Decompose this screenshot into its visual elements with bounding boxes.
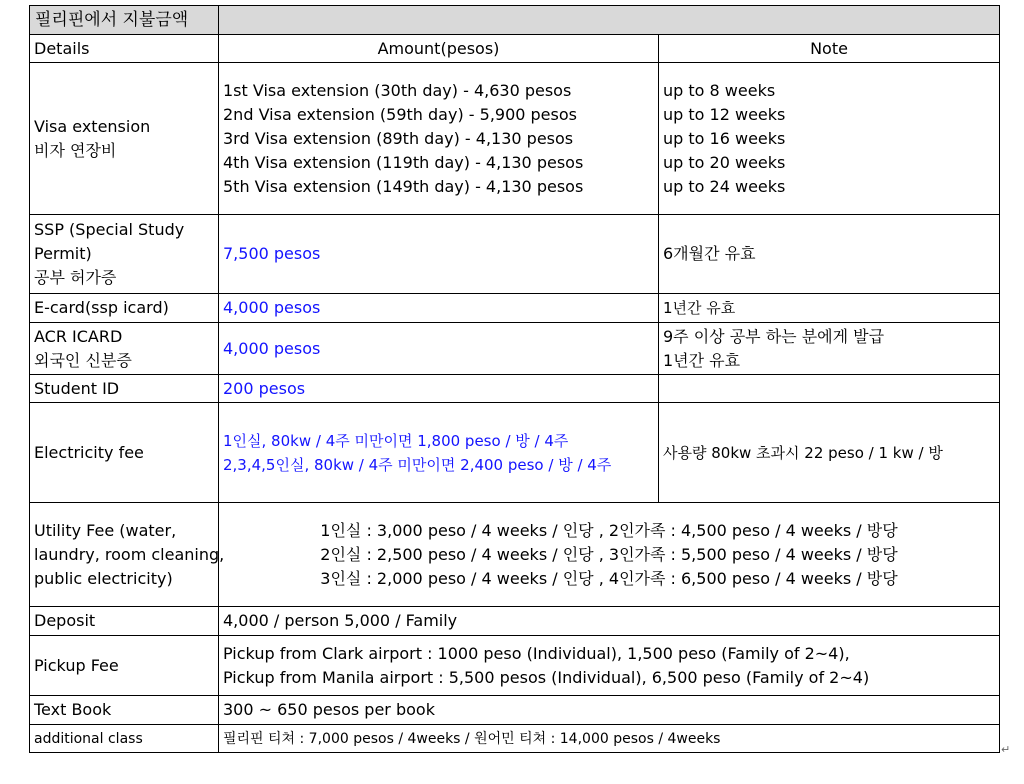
header-row <box>30 35 1000 63</box>
title-fill <box>219 6 1000 35</box>
student-label: Student ID <box>30 375 219 403</box>
utility-details <box>219 503 1000 607</box>
row-visa-extension <box>30 63 1000 215</box>
student-note <box>659 375 1000 403</box>
additional-value: 필리핀 티쳐 : 7,000 pesos / 4weeks / 원어민 티쳐 : 14,000 pesos / 4weeks <box>219 725 1000 753</box>
electricity-amounts <box>219 403 659 503</box>
row-acr <box>30 323 1000 375</box>
acr-note-1: 9주 이상 공부 하는 분에게 발급 <box>663 326 885 346</box>
row-additional-class <box>30 725 1000 753</box>
visa-amount-1: 1st Visa extension (30th day) - 4,630 pesos <box>223 80 572 100</box>
ssp-label-2: Permit) <box>34 244 92 263</box>
acr-label-ko: 외국인 신분증 <box>34 350 132 370</box>
pickup-line-2: Pickup from Manila airport : 5,500 pesos (Individual), 6,500 peso (Family of 2~4) <box>223 667 870 687</box>
visa-label-ko: 비자 연장비 <box>34 140 117 160</box>
pickup-label: Pickup Fee <box>30 636 219 696</box>
utility-label <box>30 503 225 607</box>
utility-label-2: laundry, room cleaning, <box>34 544 225 564</box>
visa-label-en: Visa extension <box>34 116 151 136</box>
visa-note-4: up to 20 weeks <box>663 152 786 172</box>
row-ecard <box>30 294 1000 323</box>
acr-notes <box>659 323 1000 375</box>
row-pickup <box>30 636 1000 696</box>
utility-line-3: 3인실 : 2,000 peso / 4 weeks / 인당 , 4인가족 : 6,500 peso / 4 weeks / 방당 <box>320 568 898 588</box>
ecard-amount: 4,000 pesos <box>219 294 659 323</box>
ecard-label: E-card(ssp icard) <box>30 294 219 323</box>
visa-amount-3: 3rd Visa extension (89th day) - 4,130 pesos <box>223 128 574 148</box>
title-row <box>30 6 1000 35</box>
table-title: 필리핀에서 지불금액 <box>30 6 219 35</box>
ssp-amount: 7,500 pesos <box>219 215 659 294</box>
row-electricity <box>30 403 1000 503</box>
row-student-id <box>30 375 1000 403</box>
deposit-value: 4,000 / person 5,000 / Family <box>219 607 1000 636</box>
row-utility <box>30 503 1000 607</box>
ssp-label-3: 공부 허가증 <box>34 268 117 287</box>
ecard-note: 1년간 유효 <box>659 294 1000 323</box>
additional-label: additional class <box>30 725 219 753</box>
acr-amount: 4,000 pesos <box>219 323 659 375</box>
row-textbook <box>30 696 1000 725</box>
header-note: Note <box>659 35 1000 63</box>
visa-amount-2: 2nd Visa extension (59th day) - 5,900 pesos <box>223 104 577 124</box>
row-deposit <box>30 607 1000 636</box>
utility-line-1: 1인실 : 3,000 peso / 4 weeks / 인당 , 2인가족 : 4,500 peso / 4 weeks / 방당 <box>320 520 898 540</box>
pickup-line-1: Pickup from Clark airport : 1000 peso (Individual), 1,500 peso (Family of 2~4), <box>223 643 850 663</box>
electricity-amount-2: 2,3,4,5인실, 80kw / 4주 미만이면 2,400 peso / 방 / 4주 <box>223 455 612 474</box>
electricity-label: Electricity fee <box>30 403 219 503</box>
acr-label-en: ACR ICARD <box>34 326 123 346</box>
deposit-label: Deposit <box>30 607 219 636</box>
utility-line-2: 2인실 : 2,500 peso / 4 weeks / 인당 , 3인가족 : 5,500 peso / 4 weeks / 방당 <box>320 544 898 564</box>
row-ssp <box>30 215 1000 294</box>
visa-note-3: up to 16 weeks <box>663 128 786 148</box>
fee-table <box>29 5 1000 753</box>
electricity-note: 사용량 80kw 초과시 22 peso / 1 kw / 방 <box>659 403 1000 503</box>
visa-notes <box>659 63 1000 215</box>
acr-label <box>30 323 219 375</box>
visa-label <box>30 63 219 215</box>
visa-note-2: up to 12 weeks <box>663 104 786 124</box>
electricity-amount-1: 1인실, 80kw / 4주 미만이면 1,800 peso / 방 / 4주 <box>223 431 569 450</box>
ssp-label <box>30 215 219 294</box>
paragraph-mark: ↵ <box>1001 743 1011 756</box>
textbook-value: 300 ~ 650 pesos per book <box>219 696 1000 725</box>
visa-amounts <box>219 63 659 215</box>
textbook-label: Text Book <box>30 696 219 725</box>
header-details: Details <box>30 35 219 63</box>
header-amount: Amount(pesos) <box>219 35 659 63</box>
student-amount: 200 pesos <box>219 375 659 403</box>
acr-note-2: 1년간 유효 <box>663 350 741 370</box>
visa-amount-5: 5th Visa extension (149th day) - 4,130 pesos <box>223 176 584 196</box>
visa-note-5: up to 24 weeks <box>663 176 786 196</box>
visa-amount-4: 4th Visa extension (119th day) - 4,130 pesos <box>223 152 584 172</box>
utility-label-3: public electricity) <box>34 568 173 588</box>
pickup-details <box>219 636 1000 696</box>
fee-table-sheet <box>29 5 999 757</box>
utility-label-1: Utility Fee (water, <box>34 520 177 540</box>
ssp-note: 6개월간 유효 <box>659 215 1000 294</box>
ssp-label-1: SSP (Special Study <box>34 220 185 239</box>
visa-note-1: up to 8 weeks <box>663 80 776 100</box>
